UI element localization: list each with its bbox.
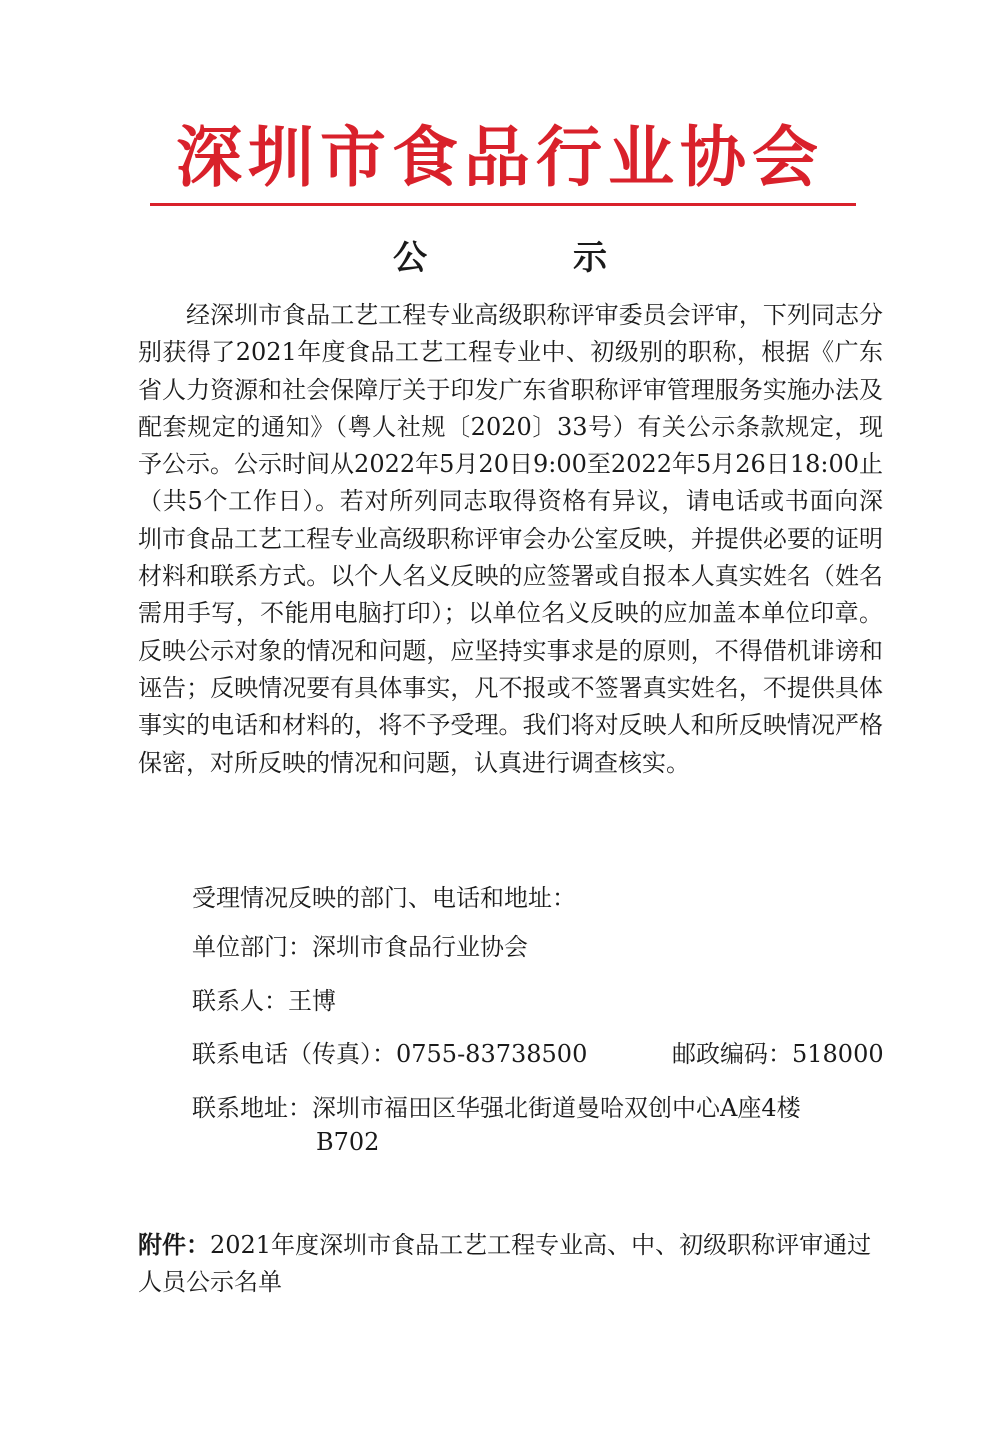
attachment-text: 2021年度深圳市食品工艺工程专业高、中、初级职称评审通过人员公示名单 [138, 1231, 872, 1296]
contact-phone: 联系电话（传真）：0755-83738500 [192, 1040, 588, 1068]
letterhead-red-rule [150, 203, 856, 206]
attachment-note [138, 1227, 883, 1301]
notice-title: 公 示 [393, 238, 663, 278]
contact-address-room: B702 [316, 1128, 380, 1156]
notice-body: 经深圳市食品工艺工程专业高级职称评审委员会评审，下列同志分别获得了2021年度食品工艺工程专业中、初级别的职称，根据《广东省人力资源和社会保障厅关于印发广东省职称评审管理服务实施办法及配套规定的通知》（粤人社规〔2020〕33号）有关公示条款规定，现予公示。公示时间从2022年5月20日9:00至2022年5月26日18:00止（共5个工作日）。若对所列同志取得资格有异议，请电话或书面向深圳市食品工艺工程专业高级职称评审会办公室反映，并提供必要的证明材料和联系方式。以个人名义反映的应签署或自报本人真实姓名（姓名需用手写，不能用电脑打印）；以单位名义反映的应加盖本单位印章。反映公示对象的情况和问题，应坚持实事求是的原则，不得借机诽谤和诬告；反映情况要有具体事实，凡不报或不签署真实姓名，不提供具体事实的电话和材料的，将不予受理。我们将对反映人和所反映情况严格保密，对所反映的情况和问题，认真进行调查核实。 [138, 301, 883, 777]
contact-address: 联系地址：深圳市福田区华强北街道曼哈双创中心A座4楼 [192, 1094, 801, 1122]
contact-department: 单位部门：深圳市食品行业协会 [192, 933, 528, 961]
contact-postal-code: 邮政编码：518000 [672, 1040, 884, 1068]
contact-person: 联系人：王博 [192, 987, 336, 1015]
contact-intro: 受理情况反映的部门、电话和地址： [192, 884, 576, 912]
letterhead-org-name: 深圳市食品行业协会 [176, 119, 824, 196]
attachment-label: 附件： [138, 1231, 210, 1259]
